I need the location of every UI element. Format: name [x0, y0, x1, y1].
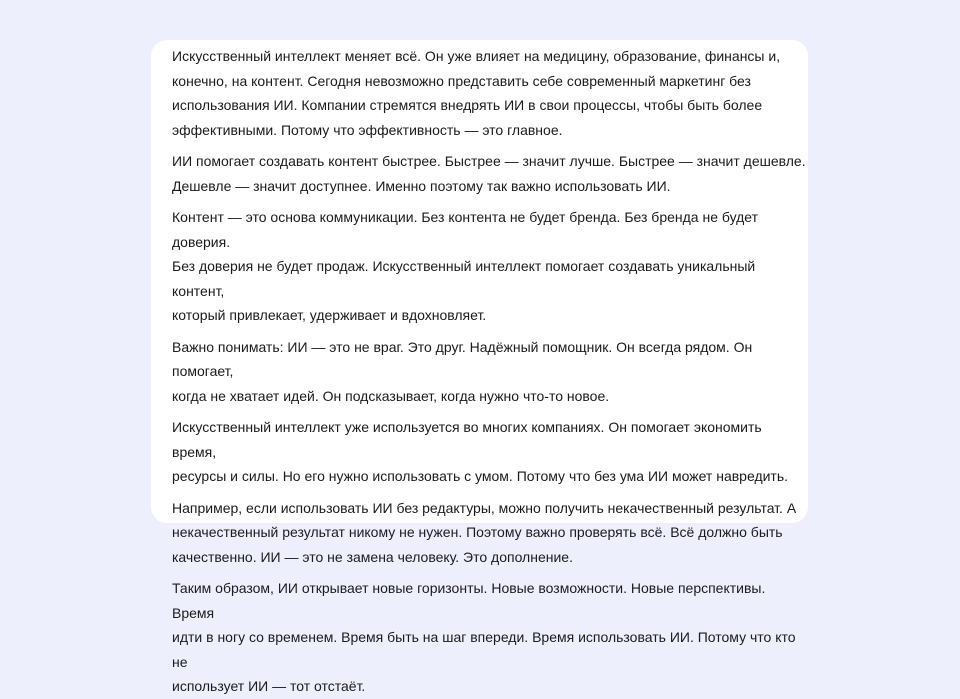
paragraph-4: Важно понимать: ИИ — это не враг. Это друг. Надёжный помощник. Он всегда рядом. Он помогает, когда не хватает идей. Он подсказывает, когда нужно что-то новое. [172, 338, 753, 404]
paragraph-1: Искусственный интеллект меняет всё. Он уже влияет на медицину, образование, финансы и, конечно, на контент. Сегодня невозможно представить себе современный маркетинг без использования ИИ. Компании стремятся внедрять ИИ в свои процессы, чтобы быть более эффективными. Потому что эффективность — это главное. [172, 48, 781, 138]
paragraph-3: Контент — это основа коммуникации. Без контента не будет бренда. Без бренда не будет доверия. Без доверия не будет продаж. Искусственный интеллект помогает создавать уникальный контент, который привлекает, удерживает и вдохновляет. [172, 209, 759, 323]
article-card [151, 40, 808, 694]
paragraph-2: ИИ помогает создавать контент быстрее. Быстрее — значит лучше. Быстрее — значит дешевле. Дешевле — значит доступнее. Именно поэтому так важно использовать ИИ. [172, 153, 806, 194]
paragraph-5: Искусственный интеллект уже используется во многих компаниях. Он помогает экономить время, ресурсы и силы. Но его нужно использовать с умом. Потому что без ума ИИ может навредить. [172, 419, 789, 484]
paragraph-7: Таким образом, ИИ открывает новые горизонты. Новые возможности. Новые перспективы. Время идти в ногу со временем. Время быть на шаг впереди. Время использовать ИИ. Потому что кто не использует ИИ — тот отстаёт. [172, 580, 796, 694]
paragraph-6: Например, если использовать ИИ без редактуры, можно получить некачественный результат. А некачественный результат никому не нужен. Поэтому важно проверять всё. Всё должно быть качественно. ИИ — это не замена человеку. Это дополнение. [172, 499, 797, 565]
